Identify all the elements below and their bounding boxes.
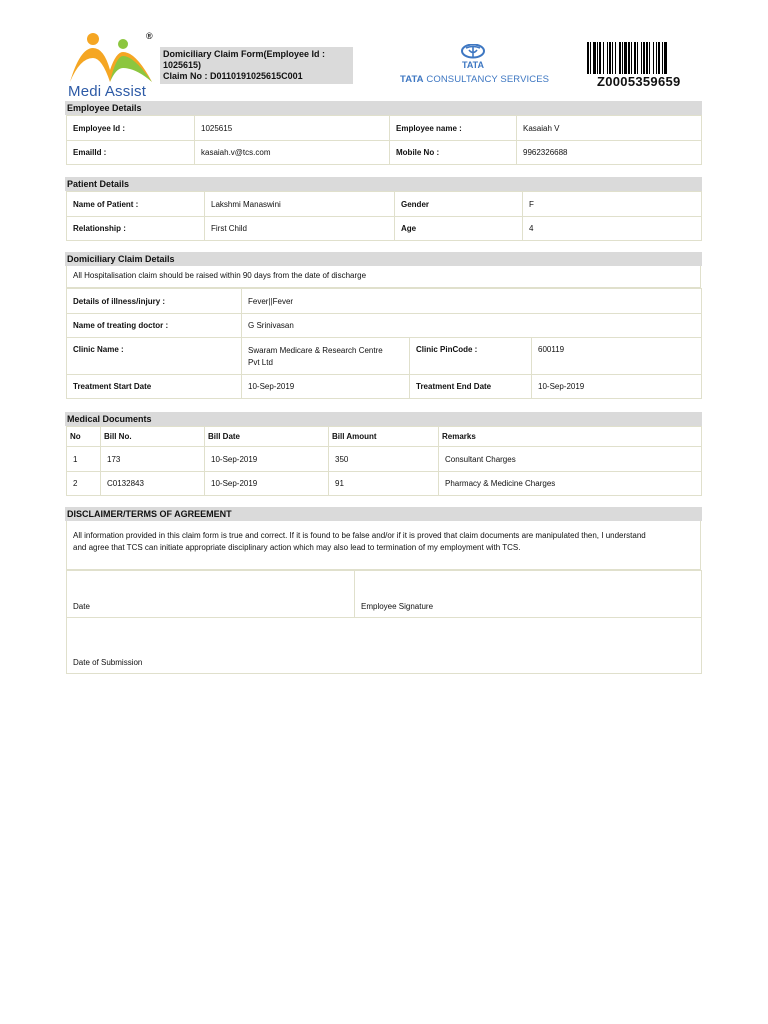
barcode-number: Z0005359659 xyxy=(597,74,681,89)
form-title-line2: 1025615) xyxy=(163,60,202,70)
table-row xyxy=(67,192,702,217)
bill-no-index: 2 xyxy=(67,472,101,496)
date-field: Date xyxy=(67,571,355,618)
signature-table xyxy=(66,570,702,674)
clinic-pincode-value: 600119 xyxy=(532,338,702,375)
email-label: EmailId : xyxy=(67,141,195,165)
patient-details-section xyxy=(65,177,702,241)
section-heading: Domiciliary Claim Details xyxy=(65,252,702,266)
tata-company-name xyxy=(400,74,549,85)
treatment-start-value: 10-Sep-2019 xyxy=(242,375,410,399)
table-row xyxy=(67,217,702,241)
gender-label: Gender xyxy=(395,192,523,217)
table-row xyxy=(67,338,702,375)
employee-signature-field: Employee Signature xyxy=(355,571,702,618)
mobile-label: Mobile No : xyxy=(390,141,517,165)
section-heading: Patient Details xyxy=(65,177,702,191)
patient-name-value: Lakshmi Manaswini xyxy=(205,192,395,217)
disclaimer-text xyxy=(66,521,701,570)
claim-details-section xyxy=(65,252,702,399)
bill-date: 10-Sep-2019 xyxy=(205,472,329,496)
tata-name-bold: TATA xyxy=(400,74,424,85)
table-row xyxy=(67,447,702,472)
bill-number: 173 xyxy=(101,447,205,472)
form-title-line1: Domiciliary Claim Form(Employee Id : xyxy=(163,49,326,59)
column-header: Remarks xyxy=(439,427,702,447)
form-header xyxy=(0,0,768,100)
bill-no-index: 1 xyxy=(67,447,101,472)
mobile-value: 9962326688 xyxy=(517,141,702,165)
bill-date: 10-Sep-2019 xyxy=(205,447,329,472)
gender-value: F xyxy=(523,192,702,217)
employee-name-label: Employee name : xyxy=(390,116,517,141)
age-label: Age xyxy=(395,217,523,241)
clinic-pincode-label: Clinic PinCode : xyxy=(410,338,532,375)
registered-mark: ® xyxy=(146,31,153,41)
tata-name-rest: CONSULTANCY SERVICES xyxy=(423,74,550,85)
bill-number: C0132843 xyxy=(101,472,205,496)
barcode-image xyxy=(586,42,696,76)
clinic-name-line1: Swaram Medicare & Research Centre xyxy=(248,346,383,355)
disclaimer-line1: All information provided in this claim form is true and correct. If it is found to be false and/or if it is proved that claim documents are manipulated then, I understand xyxy=(73,531,646,540)
claim-note: All Hospitalisation claim should be raised within 90 days from the date of discharge xyxy=(66,266,701,288)
treatment-end-label: Treatment End Date xyxy=(410,375,532,399)
employee-name-value: Kasaiah V xyxy=(517,116,702,141)
section-heading: DISCLAIMER/TERMS OF AGREEMENT xyxy=(65,507,702,521)
employee-id-label: Employee Id : xyxy=(67,116,195,141)
section-heading: Employee Details xyxy=(65,101,702,115)
doctor-value: G Srinivasan xyxy=(242,314,702,338)
column-header: Bill No. xyxy=(101,427,205,447)
table-row xyxy=(67,141,702,165)
column-header: Bill Amount xyxy=(329,427,439,447)
table-row xyxy=(67,618,702,674)
table-row xyxy=(67,289,702,314)
table-header-row xyxy=(67,427,702,447)
bill-remarks: Pharmacy & Medicine Charges xyxy=(439,472,702,496)
table-row xyxy=(67,116,702,141)
illness-label: Details of illness/injury : xyxy=(67,289,242,314)
bill-amount: 91 xyxy=(329,472,439,496)
form-title-box xyxy=(160,47,353,84)
clinic-name-label: Clinic Name : xyxy=(67,338,242,375)
medical-documents-section xyxy=(65,412,702,496)
employee-details-section xyxy=(65,101,702,165)
disclaimer-line2: and agree that TCS can initiate appropriate disciplinary action which may also lead to termination of my employment with TCS. xyxy=(73,543,521,552)
treatment-end-value: 10-Sep-2019 xyxy=(532,375,702,399)
relationship-label: Relationship : xyxy=(67,217,205,241)
doctor-label: Name of treating doctor : xyxy=(67,314,242,338)
clinic-name-value xyxy=(242,338,410,375)
table-row xyxy=(67,472,702,496)
tata-brand-text: TATA xyxy=(462,60,484,70)
age-value: 4 xyxy=(523,217,702,241)
employee-details-table xyxy=(66,115,702,165)
table-row xyxy=(67,571,702,618)
employee-id-value: 1025615 xyxy=(195,116,390,141)
table-row xyxy=(67,314,702,338)
claim-number: Claim No : D0110191025615C001 xyxy=(163,71,303,81)
clinic-name-line2: Pvt Ltd xyxy=(248,358,273,367)
treatment-start-label: Treatment Start Date xyxy=(67,375,242,399)
section-heading: Medical Documents xyxy=(65,412,702,426)
disclaimer-section xyxy=(65,507,702,674)
relationship-value: First Child xyxy=(205,217,395,241)
illness-value: Fever||Fever xyxy=(242,289,702,314)
medical-documents-table xyxy=(66,426,702,496)
patient-details-table xyxy=(66,191,702,241)
bill-remarks: Consultant Charges xyxy=(439,447,702,472)
patient-name-label: Name of Patient : xyxy=(67,192,205,217)
claim-details-table xyxy=(66,288,702,399)
logo-text: Medi Assist xyxy=(68,83,147,100)
date-of-submission-field: Date of Submission xyxy=(67,618,702,674)
column-header: Bill Date xyxy=(205,427,329,447)
email-value: kasaiah.v@tcs.com xyxy=(195,141,390,165)
table-row xyxy=(67,375,702,399)
bill-amount: 350 xyxy=(329,447,439,472)
column-header: No xyxy=(67,427,101,447)
